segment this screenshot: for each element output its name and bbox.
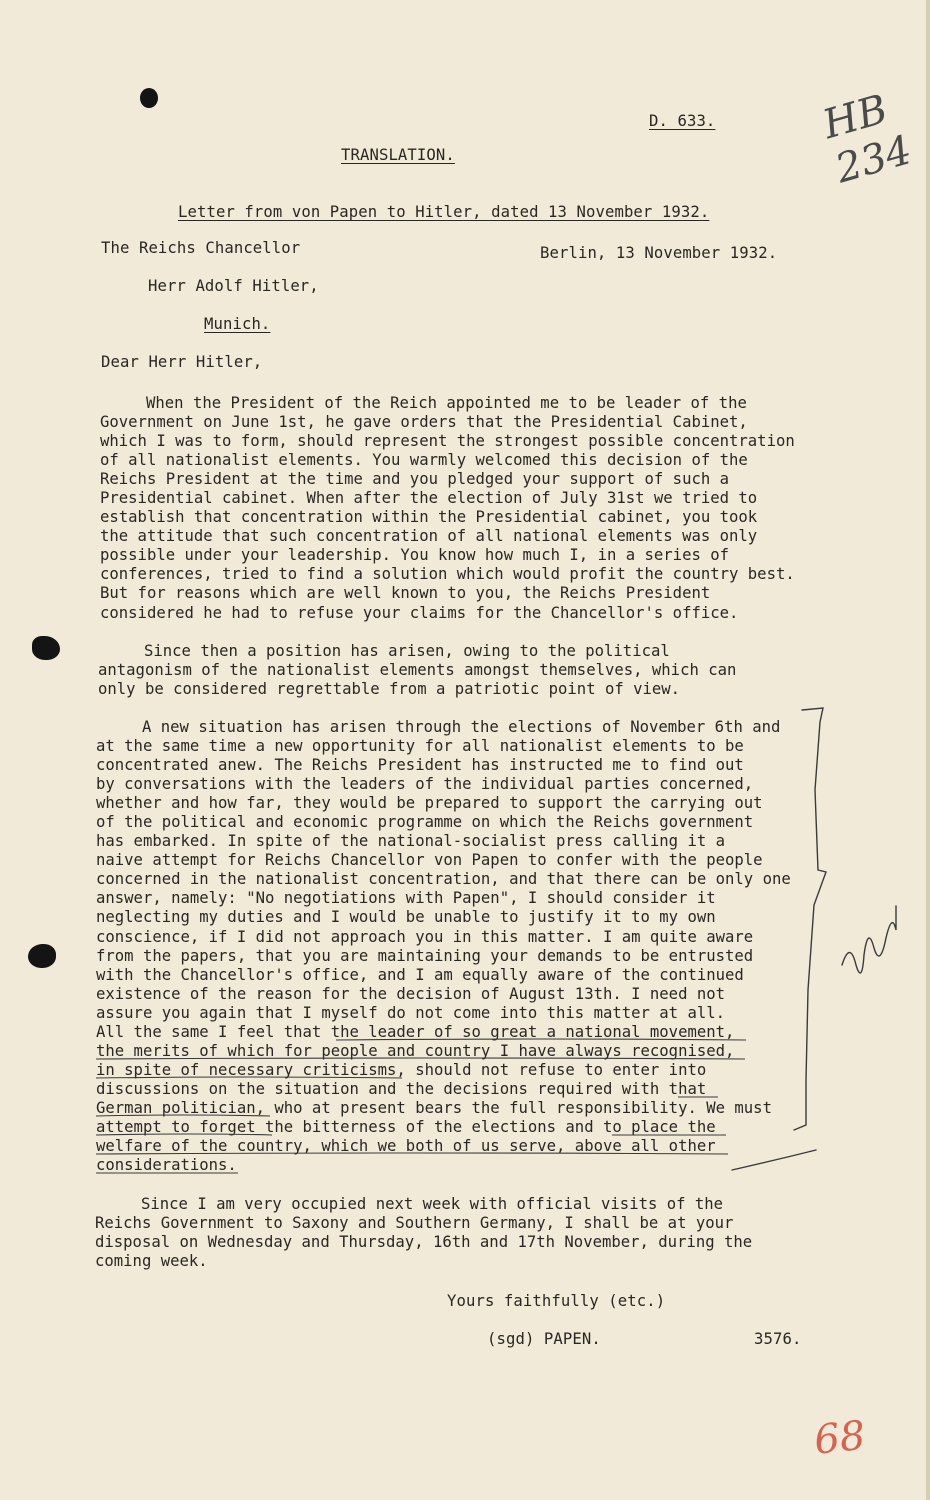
letter-subheading: Letter from von Papen to Hitler, dated 13 November 1932.	[178, 203, 710, 221]
paragraph-line: by conversations with the leaders of the individual parties concerned,	[96, 775, 754, 794]
paragraph-line: concentrated anew. The Reichs President has instructed me to find out	[96, 756, 744, 775]
paragraph-line: of the political and economic programme on which the Reichs government	[96, 813, 754, 832]
paragraph-line: has embarked. In spite of the national-socialist press calling it a	[96, 832, 726, 851]
paragraph-line: only be considered regrettable from a patriotic point of view.	[98, 680, 681, 699]
document-number: D. 633.	[649, 112, 716, 130]
paragraph-line: at the same time a new opportunity for all nationalist elements to be	[96, 737, 744, 756]
paragraph-line: assure you again that I myself do not come into this matter at all.	[96, 1003, 726, 1022]
paragraph-line: considered he had to refuse your claims for the Chancellor's office.	[100, 603, 739, 622]
paragraph-line: disposal on Wednesday and Thursday, 16th and 17th November, during the	[95, 1233, 753, 1252]
signature-line: (sgd) PAPEN.	[487, 1330, 601, 1348]
paragraph-line: Since I am very occupied next week with official visits of the	[141, 1195, 724, 1213]
paragraph-line: Government on June 1st, he gave orders that the Presidential Cabinet,	[100, 413, 748, 432]
paragraph-line: But for reasons which are well known to you, the Reichs President	[100, 584, 711, 603]
paragraph-line: All the same I feel that the leader of so great a national movement,	[96, 1022, 735, 1041]
punch-hole-middle	[32, 636, 60, 660]
paragraph-line: Presidential cabinet. When after the election of July 31st we tried to	[100, 489, 758, 508]
handwritten-page-number: 68	[812, 1412, 868, 1464]
handwritten-corner-note: HB 234	[818, 86, 917, 193]
paragraph-line: possible under your leadership. You know how much I, in a series of	[100, 546, 730, 565]
paragraph-line: When the President of the Reich appointed me to be leader of the	[146, 394, 747, 412]
paragraph-line: Reichs President at the time and you pledged your support of such a	[100, 470, 730, 489]
translation-heading: TRANSLATION.	[341, 146, 455, 164]
paragraph-line: Reichs Government to Saxony and Southern Germany, I shall be at your	[95, 1214, 734, 1233]
paragraph-2	[98, 642, 736, 699]
paragraph-line: welfare of the country, which we both of us serve, above all other	[96, 1137, 716, 1156]
paragraph-4	[95, 1195, 752, 1271]
paragraph-line: considerations.	[96, 1156, 237, 1175]
sender-line: The Reichs Chancellor	[101, 239, 301, 257]
paragraph-line: the merits of which for people and country I have always recognised,	[96, 1041, 735, 1060]
paragraph-line: answer, namely: "No negotiations with Papen", I should consider it	[96, 889, 716, 908]
place-date-line: Berlin, 13 November 1932.	[540, 244, 778, 262]
paragraph-line: antagonism of the nationalist elements amongst themselves, which can	[98, 661, 737, 680]
paragraph-line: which I was to form, should represent the strongest possible concentration	[100, 432, 795, 451]
pencil-scribble	[842, 906, 896, 973]
paragraph-line: conferences, tried to find a solution which would profit the country best.	[100, 565, 795, 584]
margin-bracket	[794, 708, 826, 1130]
paragraph-line: discussions on the situation and the decisions required with that	[96, 1079, 707, 1098]
paragraph-line: conscience, if I did not approach you in this matter. I am quite aware	[96, 927, 754, 946]
punch-hole-top	[140, 88, 158, 108]
recipient-city: Munich.	[204, 315, 271, 333]
paragraph-1	[100, 394, 795, 623]
reference-number: 3576.	[754, 1330, 802, 1348]
paragraph-3	[96, 718, 791, 1175]
paragraph-line: A new situation has arisen through the elections of November 6th and	[142, 718, 781, 736]
paragraph-line: whether and how far, they would be prepared to support the carrying out	[96, 794, 763, 813]
paragraph-line: from the papers, that you are maintaining your demands to be entrusted	[96, 946, 754, 965]
paragraph-line: of all nationalist elements. You warmly welcomed this decision of the	[100, 451, 748, 470]
paragraph-line: attempt to forget the bitterness of the elections and to place the	[96, 1117, 716, 1136]
paragraph-line: neglecting my duties and I would be unable to justify it to my own	[96, 908, 716, 927]
paragraph-line: in spite of necessary criticisms, should not refuse to enter into	[96, 1060, 707, 1079]
recipient-name: Herr Adolf Hitler,	[148, 277, 319, 295]
paragraph-line: German politician, who at present bears the full responsibility. We must	[96, 1098, 772, 1117]
paragraph-line: coming week.	[95, 1252, 208, 1271]
paragraph-line: naive attempt for Reichs Chancellor von Papen to confer with the people	[96, 851, 763, 870]
paragraph-line: Since then a position has arisen, owing to the political	[144, 642, 670, 660]
paragraph-line: with the Chancellor's office, and I am equally aware of the continued	[96, 965, 744, 984]
paragraph-line: concerned in the nationalist concentration, and that there can be only one	[96, 870, 791, 889]
closing-line: Yours faithfully (etc.)	[447, 1292, 666, 1310]
paper-edge	[926, 0, 930, 1500]
punch-hole-bottom	[28, 944, 56, 968]
paragraph-line: establish that concentration within the Presidential cabinet, you took	[100, 508, 758, 527]
salutation: Dear Herr Hitler,	[101, 353, 263, 371]
paragraph-line: existence of the reason for the decision of August 13th. I need not	[96, 984, 726, 1003]
paragraph-line: the attitude that such concentration of all national elements was only	[100, 527, 758, 546]
